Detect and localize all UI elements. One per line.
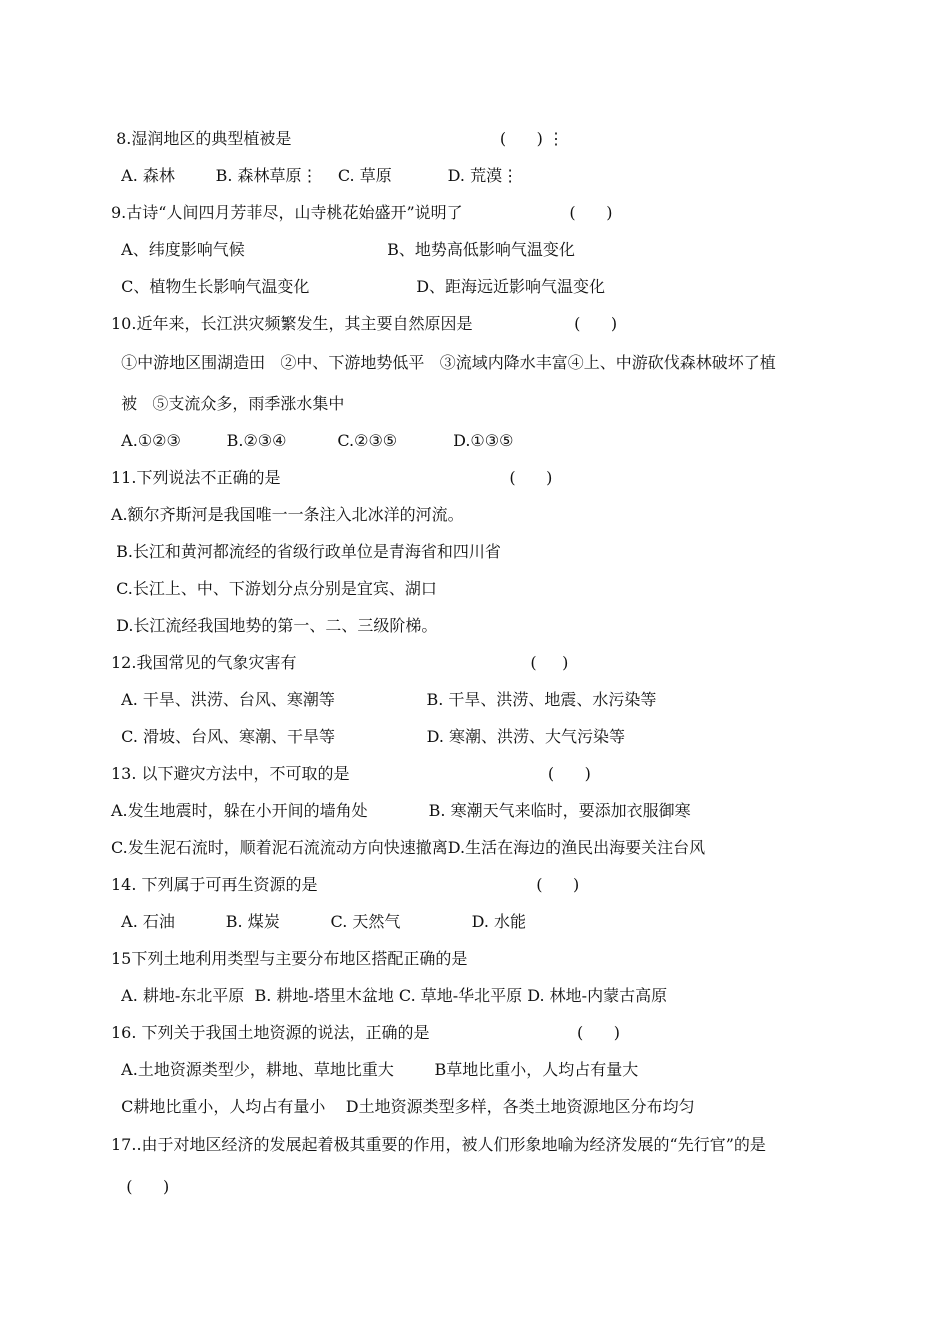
question-17: 17..由于对地区经济的发展起着极其重要的作用，被人们形象地喻为经济发展的“先行官”的是: [111, 1135, 766, 1154]
question-16-option-a-b: A.土地资源类型少，耕地、草地比重大 B草地比重小，人均占有量大: [111, 1060, 639, 1079]
question-15-options: A. 耕地-东北平原 B. 耕地-塔里木盆地 C. 草地-华北平原 D. 林地-内蒙古高原: [111, 986, 668, 1005]
question-11-option-a: A.额尔齐斯河是我国唯一一条注入北冰洋的河流。: [111, 505, 464, 524]
question-11-option-d: D.长江流经我国地势的第一、二、三级阶梯。: [111, 616, 438, 635]
question-12-option-c-d: C. 滑坡、台风、寒潮、干旱等 D. 寒潮、洪涝、大气污染等: [111, 727, 625, 746]
question-8-options: A. 森林 B. 森林草原⋮ C. 草原 D. 荒漠⋮: [111, 166, 519, 185]
question-12: 12.我国常见的气象灾害有 ( ): [111, 653, 569, 672]
question-16: 16. 下列关于我国土地资源的说法，正确的是 ( ): [111, 1023, 621, 1042]
question-10: 10.近年来，长江洪灾频繁发生，其主要自然原因是 ( ): [111, 314, 618, 333]
question-11-option-c: C.长江上、中、下游划分点分别是宜宾、湖口: [111, 579, 437, 598]
question-17-answer-paren: ( ): [111, 1177, 170, 1196]
question-10-options: A.①②③ B.②③④ C.②③⑤ D.①③⑤: [111, 431, 514, 450]
question-13: 13. 以下避灾方法中，不可取的是 ( ): [111, 764, 591, 783]
question-14: 14. 下列属于可再生资源的是 ( ): [111, 875, 580, 894]
question-16-option-c-d: C耕地比重小，人均占有量小 D土地资源类型多样，各类土地资源地区分布均匀: [111, 1097, 695, 1116]
question-12-option-a-b: A. 干旱、洪涝、台风、寒潮等 B. 干旱、洪涝、地震、水污染等: [111, 690, 657, 709]
question-10-statements-line1: ①中游地区围湖造田 ②中、下游地势低平 ③流域内降水丰富④上、中游砍伐森林破坏了植: [111, 353, 776, 372]
question-8: 8.湿润地区的典型植被是 ( ) ⋮: [111, 129, 564, 148]
question-13-option-a-b: A.发生地震时，躲在小开间的墙角处 B. 寒潮天气来临时，要添加衣服御寒: [111, 801, 691, 820]
question-11-option-b: B.长江和黄河都流经的省级行政单位是青海省和四川省: [111, 542, 501, 561]
question-10-statements-line2: 被 ⑤支流众多，雨季涨水集中: [111, 394, 345, 413]
question-9: 9.古诗“人间四月芳菲尽，山寺桃花始盛开”说明了 ( ): [111, 203, 613, 222]
question-14-options: A. 石油 B. 煤炭 C. 天然气 D. 水能: [111, 912, 527, 931]
question-15: 15下列土地利用类型与主要分布地区搭配正确的是: [111, 949, 468, 968]
question-11: 11.下列说法不正确的是 ( ): [111, 468, 553, 487]
question-13-option-c-d: C.发生泥石流时，顺着泥石流流动方向快速撤离D.生活在海边的渔民出海要关注台风: [111, 838, 706, 857]
question-9-option-c-d: C、植物生长影响气温变化 D、距海远近影响气温变化: [111, 277, 606, 296]
question-9-option-a-b: A、纬度影响气候 B、地势高低影响气温变化: [111, 240, 575, 259]
